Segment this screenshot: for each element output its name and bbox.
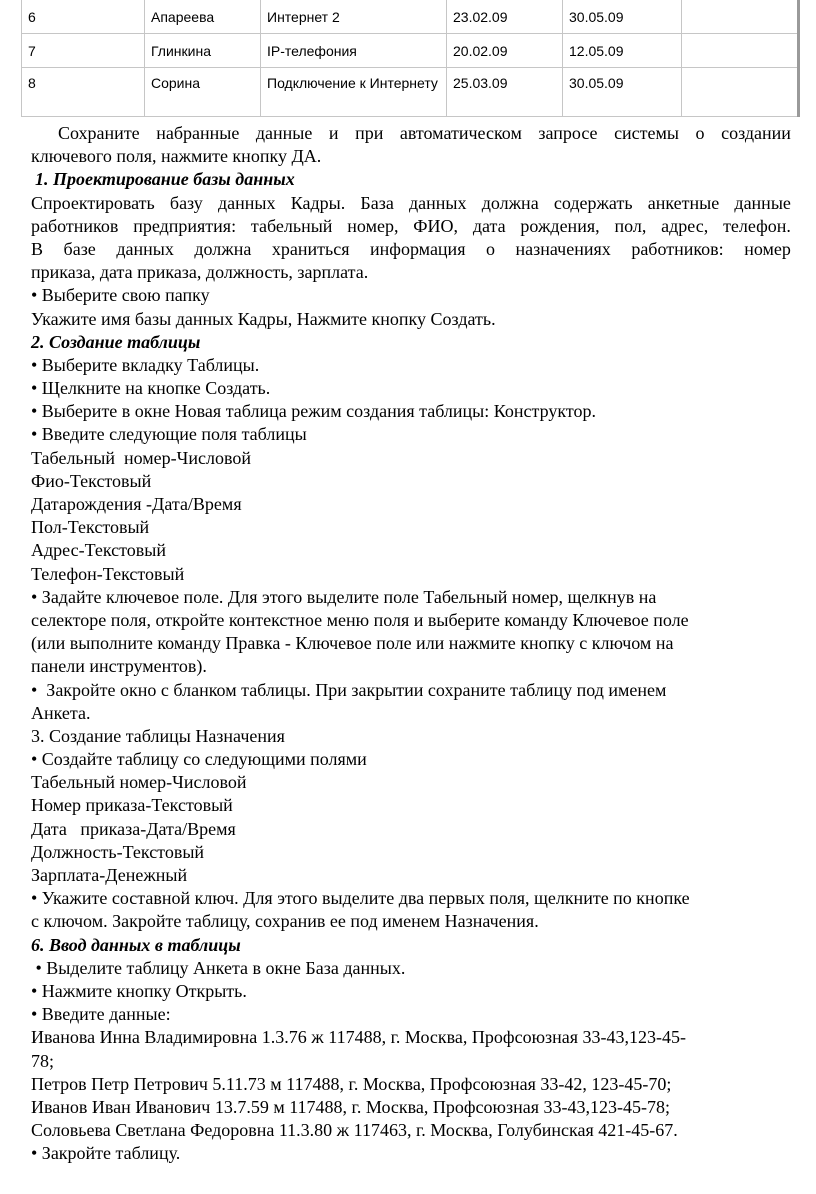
field-spec: Датарождения -Дата/Время xyxy=(31,494,242,514)
word: данные xyxy=(255,123,313,143)
field-spec: Табельный номер-Числовой xyxy=(31,772,247,793)
field-spec: Табельный номер-Числовой xyxy=(31,447,251,468)
word: базе xyxy=(63,238,96,259)
bullet-item: • Введите данные: xyxy=(31,1004,171,1025)
word: База xyxy=(360,192,394,213)
section-heading: 2. Создание таблицы xyxy=(31,331,201,352)
word: Кадры. xyxy=(290,192,346,213)
word: анкетные xyxy=(647,192,720,213)
field-spec: Адрес-Текстовый xyxy=(31,540,167,561)
table-cell: 30.05.09 xyxy=(563,68,682,117)
bullet-item: • Нажмите кнопку Открыть. xyxy=(31,980,247,1001)
word: системы xyxy=(614,123,680,143)
table-cell: 12.05.09 xyxy=(563,34,682,68)
data-record-line: 78; xyxy=(31,1050,55,1071)
paragraph-line: Анкета. xyxy=(31,702,91,723)
table-cell: 20.02.09 xyxy=(447,34,563,68)
word: данные xyxy=(734,192,791,213)
paragraph-line: ключевого поля, нажмите кнопку ДА. xyxy=(31,146,322,167)
data-record-line: Иванова Инна Владимировна 1.3.76 ж 117488, г. Москва, Профсоюзная 33-43,123-45- xyxy=(31,1027,687,1048)
table-cell: IP-телефония xyxy=(261,34,447,68)
word: о xyxy=(695,123,705,143)
table-cell: 8 xyxy=(22,68,145,117)
paragraph-line: панели инструментов). xyxy=(31,656,207,677)
table-cell: 7 xyxy=(22,34,145,68)
table-cell: Глинкина xyxy=(145,34,261,68)
bullet-item: • Выберите вкладку Таблицы. xyxy=(31,354,260,375)
table-cell xyxy=(682,0,799,34)
word: базу xyxy=(169,192,203,213)
word: содержать xyxy=(553,192,633,213)
word: работников xyxy=(31,215,119,236)
word: адрес, xyxy=(661,215,709,236)
bullet-item: • Закройте окно с бланком таблицы. При закрытии сохраните таблицу под именем xyxy=(31,679,667,700)
field-spec: Номер приказа-Текстовый xyxy=(31,795,233,816)
word: данных xyxy=(217,192,276,213)
data-record-line: Иванов Иван Иванович 13.7.59 м 117488, г. Москва, Профсоюзная 33-43,123-45-78; xyxy=(31,1096,670,1117)
word: данных xyxy=(409,192,467,213)
table-cell: 25.03.09 xyxy=(447,68,563,117)
word: храниться xyxy=(271,238,350,259)
field-spec: Телефон-Текстовый xyxy=(31,563,185,584)
paragraph-line xyxy=(31,192,791,215)
bullet-item: • Выделите таблицу Анкета в окне База данных. xyxy=(31,957,406,978)
bullet-item: • Выберите свою папку xyxy=(31,285,210,306)
word: назначениях xyxy=(515,238,611,259)
table-cell: 23.02.09 xyxy=(447,0,563,34)
bullet-item: • Закройте таблицу. xyxy=(31,1143,181,1164)
word: дата xyxy=(472,215,506,236)
word: номер, xyxy=(347,215,399,236)
word: пол, xyxy=(614,215,647,236)
table-cell: Интернет 2 xyxy=(261,0,447,34)
data-record-line: Петров Петр Петрович 5.11.73 м 117488, г. Москва, Профсоюзная 33-42, 123-45-70; xyxy=(31,1073,672,1094)
word: работников: xyxy=(631,238,724,259)
word: при xyxy=(355,123,384,143)
word: табельный xyxy=(250,215,333,236)
word: запросе xyxy=(538,123,598,143)
table-row xyxy=(22,34,799,68)
section-heading: 6. Ввод данных в таблицы xyxy=(31,934,241,955)
paragraph-line xyxy=(31,215,791,238)
paragraph-line: с ключом. Закройте таблицу, сохранив ее под именем Назначения. xyxy=(31,911,539,932)
document-body xyxy=(31,122,791,1165)
field-spec: Дата приказа-Дата/Время xyxy=(31,818,236,839)
bullet-item: • Задайте ключевое поле. Для этого выделите поле Табельный номер, щелкнув на xyxy=(31,586,657,607)
word: должна xyxy=(194,238,252,259)
paragraph-line: Укажите имя базы данных Кадры, Нажмите кнопку Создать. xyxy=(31,308,496,329)
word: создании xyxy=(721,123,791,143)
table-cell: 30.05.09 xyxy=(563,0,682,34)
section-heading: 3. Создание таблицы Назначения xyxy=(31,725,285,746)
word: телефон. xyxy=(723,215,791,236)
data-record-line: Соловьева Светлана Федоровна 11.3.80 ж 117463, г. Москва, Голубинская 421-45-67. xyxy=(31,1120,678,1141)
word: номер xyxy=(744,238,791,259)
table-cell xyxy=(682,68,799,117)
table-cell xyxy=(682,34,799,68)
paragraph-line: селекторе поля, откройте контекстное меню поля и выберите команду Ключевое поле xyxy=(31,609,689,630)
bullet-item: • Щелкните на кнопке Создать. xyxy=(31,378,271,399)
table-cell: Сорина xyxy=(145,68,261,117)
paragraph-line xyxy=(31,238,791,261)
word: должна xyxy=(481,192,539,213)
employee-table xyxy=(21,0,800,117)
paragraph-line xyxy=(31,122,791,145)
field-spec: Должность-Текстовый xyxy=(31,841,205,862)
table-cell: Подключение к Интернету xyxy=(261,68,447,117)
table-cell: Апареева xyxy=(145,0,261,34)
word: автоматическом xyxy=(399,123,522,143)
field-spec: Фио-Текстовый xyxy=(31,470,152,491)
word: рождения, xyxy=(520,215,600,236)
field-spec: Зарплата-Денежный xyxy=(31,865,188,885)
paragraph-line: (или выполните команду Правка - Ключевое поле или нажмите кнопку с ключом на xyxy=(31,633,674,654)
word: информация xyxy=(370,238,466,259)
table-row xyxy=(22,0,799,34)
table-row xyxy=(22,68,799,117)
word: предприятия: xyxy=(133,215,237,236)
word: ФИО, xyxy=(413,215,458,236)
bullet-item: • Создайте таблицу со следующими полями xyxy=(31,749,367,770)
paragraph-line: приказа, дата приказа, должность, зарплата. xyxy=(31,262,369,283)
table-cell: 6 xyxy=(22,0,145,34)
word: набранные xyxy=(156,123,240,143)
bullet-item: • Введите следующие поля таблицы xyxy=(31,424,307,445)
word: В xyxy=(31,238,44,259)
bullet-item: • Выберите в окне Новая таблица режим создания таблицы: Конструктор. xyxy=(31,401,596,422)
section-heading: 1. Проектирование базы данных xyxy=(35,169,295,190)
word: данных xyxy=(116,238,174,259)
word: и xyxy=(328,123,339,143)
word: Сохраните xyxy=(58,123,140,143)
field-spec: Пол-Текстовый xyxy=(31,517,150,538)
bullet-item: • Укажите составной ключ. Для этого выделите два первых поля, щелкните по кнопке xyxy=(31,888,690,909)
word: о xyxy=(486,238,496,259)
word: Спроектировать xyxy=(31,192,155,213)
